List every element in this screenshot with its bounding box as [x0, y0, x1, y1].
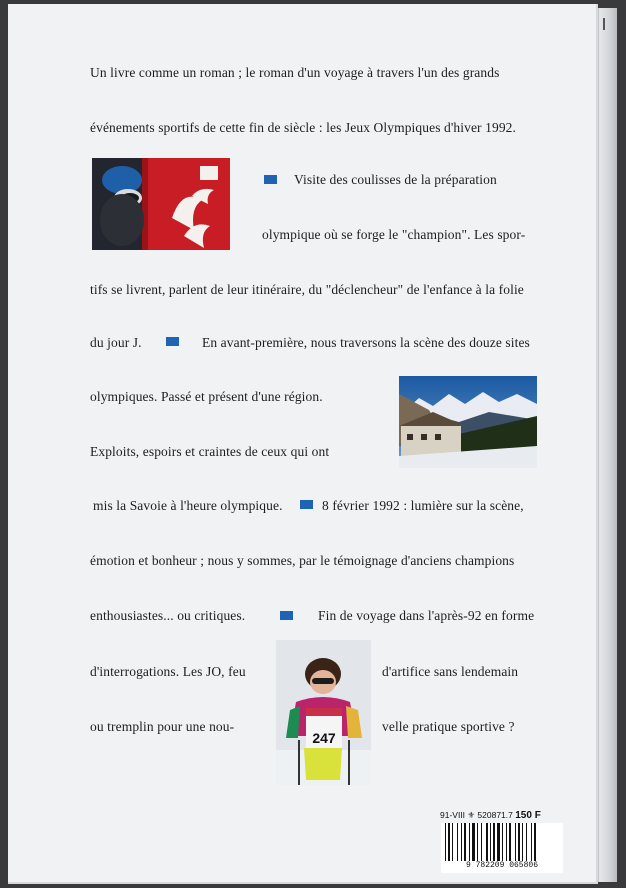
- blue-bullet-2: [166, 337, 179, 346]
- barcode-bar: [481, 823, 482, 861]
- price-line: [440, 810, 541, 821]
- text-line-5: tifs se livrent, parlent de leur itinéraire, du "déclencheur" de l'enfance à la folie: [90, 282, 524, 297]
- mountain-village-photo: [399, 376, 537, 468]
- text-line-6: du jour J.: [90, 335, 142, 350]
- text-line-9: Exploits, espoirs et craintes de ceux qui ont: [90, 444, 330, 459]
- barcode-bar: [445, 823, 446, 861]
- spine-mark: [603, 18, 605, 30]
- text-line-14: Fin de voyage dans l'après-92 en forme: [318, 608, 535, 623]
- text-line-7: En avant-première, nous traversons la scène des douze sites: [202, 335, 530, 350]
- skier-portrait-photo: [92, 158, 230, 250]
- barcode-bar: [526, 823, 527, 861]
- blue-bullet-4: [280, 611, 293, 620]
- barcode-bar: [477, 823, 478, 861]
- barcode-bar: [497, 823, 500, 861]
- barcode-bar: [515, 823, 516, 861]
- text-line-16: d'artifice sans lendemain: [382, 664, 519, 679]
- barcode-bar: [461, 823, 462, 861]
- text-line-2: événements sportifs de cette fin de siècle : les Jeux Olympiques d'hiver 1992.: [90, 120, 516, 135]
- barcode-bar: [464, 823, 466, 861]
- text-line-1: Un livre comme un roman ; le roman d'un voyage à travers l'un des grands: [90, 65, 500, 80]
- barcode-bar: [486, 823, 488, 861]
- logo-icon: ⚜: [467, 810, 476, 820]
- child-skier-photo: [276, 640, 371, 785]
- barcode-bar: [509, 823, 511, 861]
- blue-bullet-3: [300, 500, 313, 509]
- text-line-17: ou tremplin pour une nou-: [90, 719, 235, 734]
- text-line-4: olympique où se forge le "champion". Les spor-: [262, 227, 526, 242]
- text-line-18: velle pratique sportive ?: [382, 719, 515, 734]
- text-line-10: mis la Savoie à l'heure olympique.: [93, 498, 283, 513]
- barcode-bar: [490, 823, 491, 861]
- ref-left: 91-VIII: [440, 810, 466, 820]
- barcode-bar: [502, 823, 503, 861]
- text-line-8: olympiques. Passé et présent d'une région.: [90, 389, 323, 404]
- text-line-12: émotion et bonheur ; nous y sommes, par le témoignage d'anciens champions: [90, 553, 515, 568]
- price-value: 150 F: [515, 810, 541, 821]
- barcode-bar: [472, 823, 475, 861]
- book-spine: [598, 8, 617, 882]
- text-line-11: 8 février 1992 : lumière sur la scène,: [322, 498, 524, 513]
- barcode-bar: [493, 823, 495, 861]
- ref-code: 520871.7: [477, 810, 513, 820]
- barcode-bar: [534, 823, 536, 861]
- barcode-bar: [518, 823, 520, 861]
- barcode-bar: [531, 823, 532, 861]
- text-line-13: enthousiastes... ou critiques.: [90, 608, 246, 623]
- text-line-3: Visite des coulisses de la préparation: [294, 172, 497, 187]
- blue-bullet-1: [264, 175, 277, 184]
- barcode-bar: [457, 823, 458, 861]
- barcode-bar: [469, 823, 470, 861]
- barcode-bar: [506, 823, 507, 861]
- barcode-bar: [522, 823, 523, 861]
- isbn-digits: 9 782209 065806: [441, 861, 563, 870]
- barcode-bar: [452, 823, 453, 861]
- bib-number-text: 247: [312, 730, 336, 746]
- barcode-bar: [448, 823, 450, 861]
- text-line-15: d'interrogations. Les JO, feu: [90, 664, 246, 679]
